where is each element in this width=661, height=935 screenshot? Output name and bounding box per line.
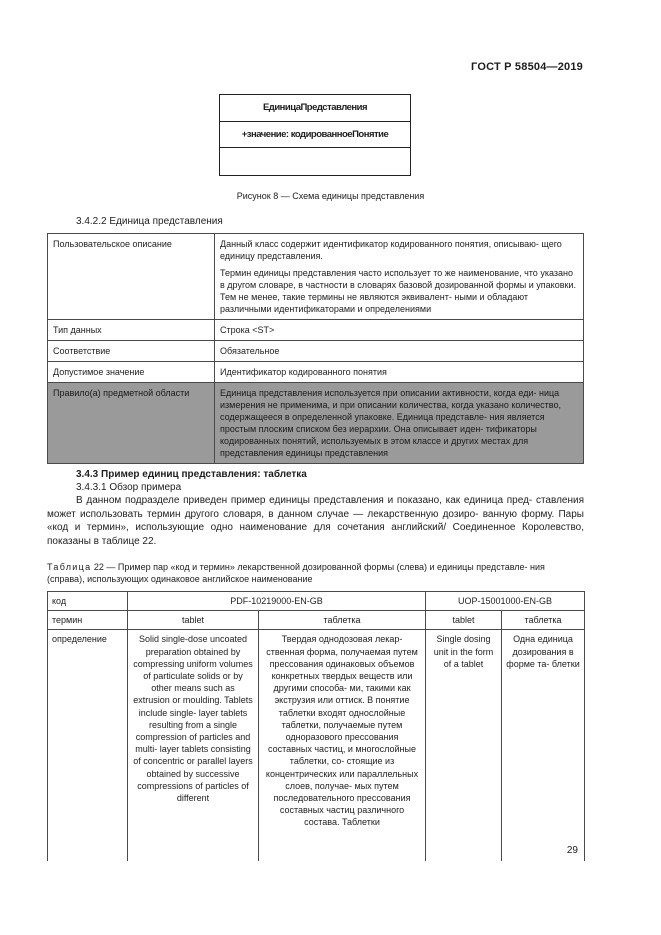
code-cell: UOP-15001000-EN-GB — [426, 592, 585, 611]
attribute-value-paragraph: Данный класс содержит идентификатор кодированного понятия, описываю- щего единицу представления. — [220, 239, 562, 261]
attribute-value: Единица представления используется при описании активности, когда еди- ница измерения не применима, и при описании количества, когда указано количество, содержащееся в определенной упаковке. Единица представле- ния является простым плоским списком без иерархии. Она описывает иден- тификаторы кодированных понятий, используемых в этом классе и других местах для представления единицы представления — [215, 383, 584, 464]
attribute-value — [215, 234, 584, 320]
table-row — [48, 320, 584, 341]
definition-cell: Одна единица дозирования в форме та- блетки — [502, 630, 585, 862]
uml-operations-compartment — [220, 148, 410, 175]
attribute-value: Строка <ST> — [215, 320, 584, 341]
table-row — [48, 611, 585, 630]
attribute-key: Тип данных — [48, 320, 215, 341]
uml-class-diagram — [219, 94, 411, 176]
attribute-value: Обязательное — [215, 341, 584, 362]
subsection-subtitle: 3.4.3.1 Обзор примера — [76, 482, 182, 493]
attribute-key: Допустимое значение — [48, 362, 215, 383]
table-row — [48, 592, 585, 611]
code-term-pairs-table — [47, 591, 585, 861]
table-row — [48, 362, 584, 383]
term-cell: tablet — [128, 611, 259, 630]
definition-cell: Твердая однодозовая лекар- ственная форма, получаемая путем прессования одинаковых объемов конкретных твердых веществ или другими способа- ми, такими как экструзия или оттиск. В понятие таблетки входят однослойные таблетки, получаемые путем одноразового прессования составных частиц, и многослойные таблетки, со- стоящие из концентрических или параллельных слоев, получае- мых путем последовательного прессования составных частиц различного состава. Таблетки — [259, 630, 426, 862]
row-label: определение — [48, 630, 128, 862]
standard-designation: ГОСТ Р 58504—2019 — [471, 61, 583, 73]
row-label: код — [48, 592, 128, 611]
body-paragraph: В данном подразделе приведен пример единицы представления и показано, как единица пред- ставления может использовать термин другого словаря, в данном случае — лекарственную дозиро- ванную форму. Пары «код и термин», использующие одно наименование для сочетания английский/ Соединенное Королевство, показаны в таблице 22. — [47, 495, 584, 547]
table-row — [48, 630, 585, 862]
definition-cell: Single dosing unit in the form of a tablet — [426, 630, 502, 862]
definition-cell: Solid single-dose uncoated preparation obtained by compressing uniform volumes of particulate solids or by other means such as extrusion or moulding. Tablets include single- layer tablets resulting from a single compression of particles and multi- layer tablets consisting of concentric or parallel layers obtained by successive compressions of particles of different — [128, 630, 259, 862]
attribute-value-paragraph: Термин единицы представления часто использует то же наименование, что указано в другом словаре, в частности в словарях базовой дозированной формы и упаковки. Тем не менее, такие термины не являются эквивалент- ными и обладают различными идентификаторами и определениями — [220, 268, 576, 314]
attributes-table — [47, 233, 584, 464]
table-row — [48, 341, 584, 362]
term-cell: таблетка — [259, 611, 426, 630]
figure-caption: Рисунок 8 — Схема единицы представления — [236, 191, 425, 201]
attribute-key: Пользовательское описание — [48, 234, 215, 320]
term-cell: tablet — [426, 611, 502, 630]
table-caption-text: 22 — Пример пар «код и термин» лекарственной дозированной формы (слева) и единицы представле- ния (справа), использующих одинаковое английское наименование — [47, 562, 545, 584]
table-caption-label: Таблица — [47, 562, 92, 572]
attribute-key: Соответствие — [48, 341, 215, 362]
attribute-value: Идентификатор кодированного понятия — [215, 362, 584, 383]
uml-attribute: +значение: кодированноеПонятие — [220, 122, 410, 148]
subsection-title: 3.4.3 Пример единиц представления: таблетка — [76, 469, 307, 480]
term-cell: таблетка — [502, 611, 585, 630]
code-cell: PDF-10219000-EN-GB — [128, 592, 426, 611]
section-heading: 3.4.2.2 Единица представления — [76, 216, 223, 227]
page-number: 29 — [566, 845, 578, 856]
table-caption — [47, 562, 584, 585]
uml-class-name: ЕдиницаПредставления — [220, 95, 410, 122]
row-label: термин — [48, 611, 128, 630]
table-row — [48, 383, 584, 464]
table-row — [48, 234, 584, 320]
attribute-key: Правило(а) предметной области — [48, 383, 215, 464]
